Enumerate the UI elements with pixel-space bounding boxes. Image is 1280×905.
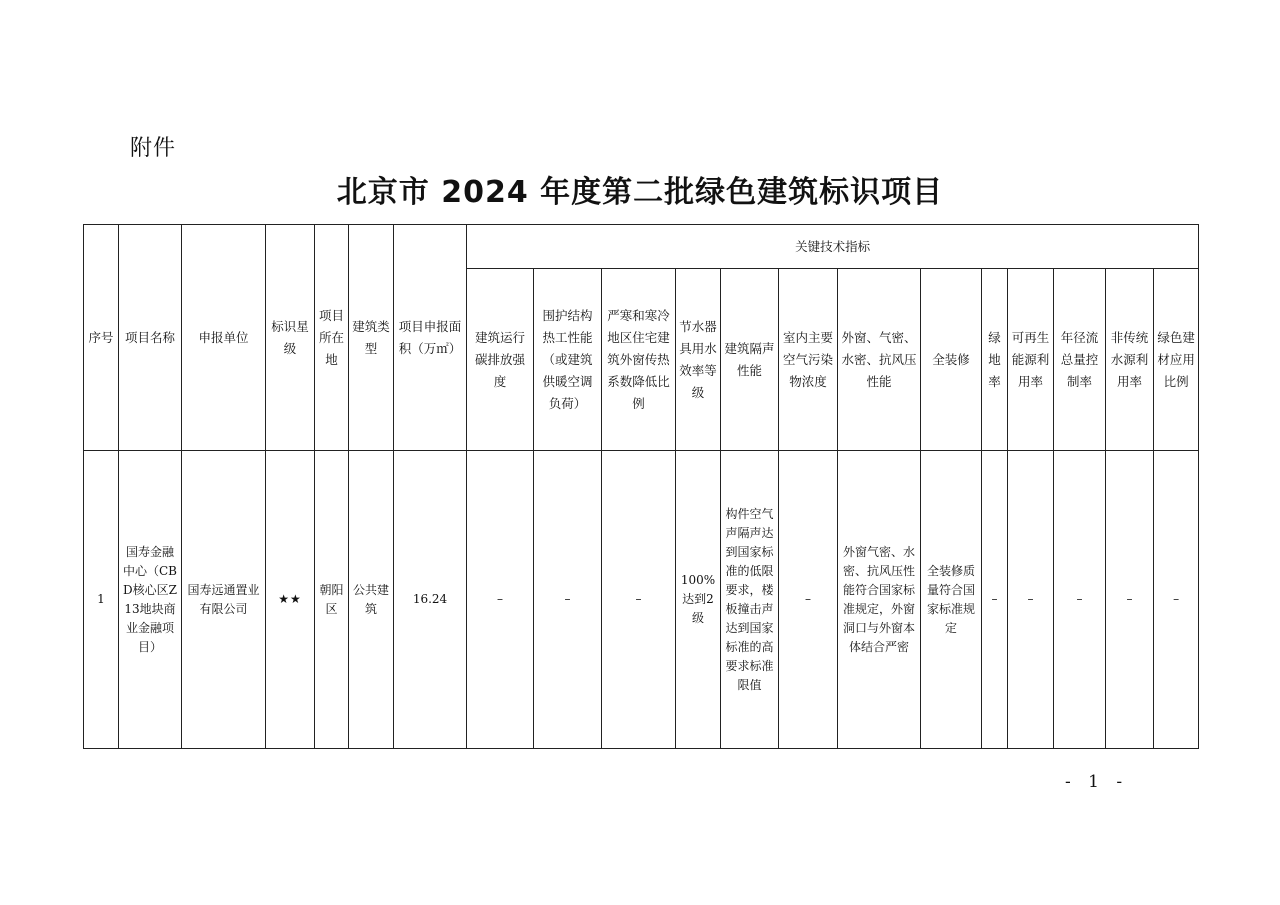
cell-seq: 1	[84, 451, 119, 749]
header-green-ratio: 绿地率	[982, 269, 1008, 451]
cell-water-efficiency: 100%达到2级	[676, 451, 721, 749]
cell-nontraditional-water: –	[1106, 451, 1154, 749]
header-star-level: 标识星级	[266, 225, 315, 451]
cell-envelope-performance: –	[534, 451, 602, 749]
cell-renewable-energy: –	[1008, 451, 1054, 749]
header-nontraditional-water: 非传统水源利用率	[1106, 269, 1154, 451]
cell-green-ratio: –	[982, 451, 1008, 749]
header-window-u-reduction: 严寒和寒冷地区住宅建筑外窗传热系数降低比例	[602, 269, 676, 451]
header-area: 项目申报面积（万㎡）	[394, 225, 467, 451]
cell-star-level: ★★	[266, 451, 315, 749]
header-building-type: 建筑类型	[349, 225, 394, 451]
cell-window-performance: 外窗气密、水密、抗风压性能符合国家标准规定，外窗洞口与外窗本体结合严密	[838, 451, 921, 749]
header-full-decoration: 全装修	[921, 269, 982, 451]
cell-location: 朝阳区	[315, 451, 349, 749]
header-carbon-intensity: 建筑运行碳排放强度	[467, 269, 534, 451]
header-air-pollutants: 室内主要空气污染物浓度	[779, 269, 838, 451]
cell-building-type: 公共建筑	[349, 451, 394, 749]
cell-carbon-intensity: –	[467, 451, 534, 749]
header-water-efficiency: 节水器具用水效率等级	[676, 269, 721, 451]
cell-green-materials: –	[1154, 451, 1199, 749]
cell-area: 16.24	[394, 451, 467, 749]
cell-air-pollutants: –	[779, 451, 838, 749]
header-renewable-energy: 可再生能源利用率	[1008, 269, 1054, 451]
table-row	[84, 451, 1199, 749]
page-number: - 1 -	[1065, 772, 1129, 792]
cell-applicant-unit: 国寿远通置业有限公司	[182, 451, 266, 749]
cell-window-u-reduction: –	[602, 451, 676, 749]
header-envelope-performance: 围护结构热工性能（或建筑供暖空调负荷）	[534, 269, 602, 451]
cell-sound-insulation: 构件空气声隔声达到国家标准的低限要求，楼板撞击声达到国家标准的高要求标准限值	[721, 451, 779, 749]
header-applicant-unit: 申报单位	[182, 225, 266, 451]
header-key-indicators: 关键技术指标	[467, 225, 1199, 269]
header-sound-insulation: 建筑隔声性能	[721, 269, 779, 451]
header-location: 项目所在地	[315, 225, 349, 451]
header-seq: 序号	[84, 225, 119, 451]
document-title: 北京市 2024 年度第二批绿色建筑标识项目	[336, 175, 944, 210]
cell-project-name: 国寿金融中心（CBD核心区Z13地块商业金融项目）	[119, 451, 182, 749]
green-building-table	[83, 224, 1199, 749]
header-runoff-control: 年径流总量控制率	[1054, 269, 1106, 451]
cell-full-decoration: 全装修质量符合国家标准规定	[921, 451, 982, 749]
header-green-materials: 绿色建材应用比例	[1154, 269, 1199, 451]
header-window-performance: 外窗、气密、水密、抗风压性能	[838, 269, 921, 451]
attachment-label: 附件	[130, 136, 177, 161]
header-project-name: 项目名称	[119, 225, 182, 451]
cell-runoff-control: –	[1054, 451, 1106, 749]
